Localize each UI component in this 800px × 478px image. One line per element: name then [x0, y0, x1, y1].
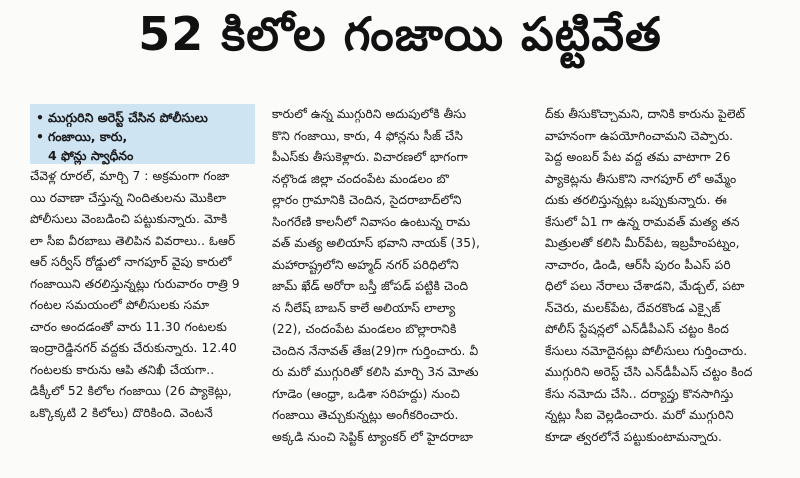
bullet-icon: •: [36, 110, 44, 125]
text-line: ఆర్ సర్వీస్ రోడ్డులో నాగపూర్ వైపు కారులో: [30, 255, 232, 269]
text-line: గూడెం (ఆంధ్రా, ఒడిశా సరిహద్దు) నుంచి: [272, 386, 460, 401]
text-line: ల్లారం గ్రామానికి చెందిన, సైదరాబాద్‌లోని: [272, 193, 462, 207]
text-line: ద్‌కు తీసుకొచ్చామని, దానికి కారును పైలెట్: [545, 107, 746, 121]
highlight-item: [36, 146, 249, 165]
text-line: కారులో ఉన్న ముగ్గురిని అదుపులోకి తీసు: [272, 107, 467, 121]
text-line: ఇంద్రారెడ్డినగర్ వద్దకు చేరుకున్నారు. 12.40: [30, 341, 237, 355]
article-column-2: [272, 104, 537, 448]
text-line: మహారాష్ట్రలోని అహ్మద్ నగర్ పరిధిలోని: [272, 257, 459, 272]
text-line: దుకు తరలిస్తున్నట్లు ఒప్పుకున్నారు. ఈ: [545, 193, 727, 207]
text-line: కూడా త్వరలోనే పట్టుకుంటామన్నారు.: [545, 429, 722, 444]
headline: 52 కిలోల గంజాయి పట్టివేత: [138, 7, 662, 61]
article-column-1: [30, 166, 262, 424]
bullet-icon: •: [36, 129, 44, 144]
text-line: లా సీఐ వీరబాబు తెలిపిన వివరాలు.. ఓఆర్: [30, 233, 236, 248]
text-line: గంటలకు కారును ఆపి తనిఖీ చేయగా..: [30, 362, 215, 377]
text-line: కేసు నమోదు చేసి.. దర్యాప్తు కొనసాగిస్తు: [545, 386, 734, 401]
highlight-item: [36, 127, 249, 146]
text-line: పెద్ద అంబర్ పేట వద్ద తమ వాటాగా 26: [545, 150, 731, 164]
text-line: న్‌చెరు, మలక్‌పేట, దేవరకొండ ఎక్సైజ్: [545, 300, 721, 315]
text-line: అక్కడి నుంచి సెప్టిక్ ట్యాంకర్ లో హైదరాబా: [272, 429, 473, 444]
text-line: చేవెళ్ల రూరల్, మార్చి 7 : అక్రమంగా గంజా: [30, 169, 230, 183]
text-line: ముగ్గురిని అరెస్ట్ చేసి ఎన్‌డీపీఎస్ చట్టం కింద: [545, 365, 753, 379]
text-line: కేసులో ఏ1 గా ఉన్న రామవత్ మత్య తన: [545, 214, 740, 229]
text-line: ధిలో పలు నేరాలు చేశాడని, మేడ్చల్, పటా: [545, 279, 745, 293]
text-line: గంజాయి తెచ్చుకున్నట్లు అంగీకరించారు.: [272, 408, 459, 422]
text-line: న నీలేష్ బాబన్ కాలే అలియాస్ లాల్యా: [272, 300, 456, 315]
text-line: గంటల సమయంలో పోలీసులకు సమా: [30, 298, 210, 312]
text-line: కేసులు నమోదైనట్లు పోలీసులు గుర్తించారు.: [545, 343, 748, 358]
highlight-text: 4 ఫోన్లు స్వాధీనం: [48, 148, 134, 163]
highlight-text: ముగ్గురిని అరెస్ట్ చేసిన పోలీసులు: [48, 110, 208, 125]
text-line: నల్గొండ జిల్లా చందంపేట మండలం బొ: [272, 171, 450, 186]
text-line: న్నట్లు సీఐ వెల్లడించారు. మరో ముగ్గురిని: [545, 408, 734, 422]
text-line: జామ్ ఖేడ్ అరోరా బస్తీ జోపడ్ పట్టికి చెంది: [272, 279, 469, 293]
text-line: పోలీసులు వెంబడించి పట్టుకున్నారు. మోకి: [30, 212, 228, 226]
text-line: పోలీస్ స్టేషన్లలో ఎన్‌డీపీఎస్ చట్టం కింద: [545, 322, 729, 336]
highlights-box: [30, 104, 255, 164]
text-line: మిత్రులతో కలిసి మీర్‌పేట, ఇబ్రహీంపట్నం,: [545, 236, 740, 250]
text-line: ప్యాకెట్లను తీసుకొని నాగపూర్ లో అమ్మేం: [545, 171, 737, 186]
text-line: (22), చందంపేట మండలం బొల్లారానికి: [272, 322, 457, 336]
highlight-item: [36, 108, 249, 127]
text-line: డిక్కీలో 52 కిలోల గంజాయి (26 ప్యాకెట్లు,: [30, 384, 232, 398]
text-line: యి రవాణా చేస్తున్న నిందితులను మొకిలా: [30, 190, 227, 205]
text-line: వత్ మత్య అలియాస్ భవాని నాయక్ (35),: [272, 236, 480, 250]
text-line: ఒక్కొక్కటి 2 కిలోలు) దొరికింది. వెంటనే: [30, 405, 213, 420]
text-line: సింగరేణి కాలనీలో నివాసం ఉంటున్న రామ: [272, 214, 471, 229]
text-line: నాచారం, డిండి, ఆర్‌సీ పురం పీఎస్ పరి: [545, 257, 731, 272]
highlight-text: గంజాయి, కారు,: [48, 129, 128, 144]
text-line: రు మరో ముగ్గురితో కలిసి మార్చి 3న మోతు: [272, 365, 479, 379]
text-line: చెందిన నేనావత్ తేజ(29)గా గుర్తించారు. వీ: [272, 343, 479, 358]
text-line: గంజాయిని తరలిస్తున్నట్లు గురువారం రాత్రి 9: [30, 276, 240, 291]
text-line: పీఎస్‌కు తీసుకెళ్లారు. విచారణలో భాగంగా: [272, 150, 468, 164]
article-column-3: [545, 104, 795, 448]
text-line: చారం అందడంతో వారు 11.30 గంటలకు: [30, 319, 227, 334]
text-line: వాహనంగా ఉపయోగించామని చెప్పారు.: [545, 128, 734, 143]
text-line: కొని గంజాయి, కారు, 4 ఫోన్లను సీజ్ చేసి: [272, 128, 464, 143]
